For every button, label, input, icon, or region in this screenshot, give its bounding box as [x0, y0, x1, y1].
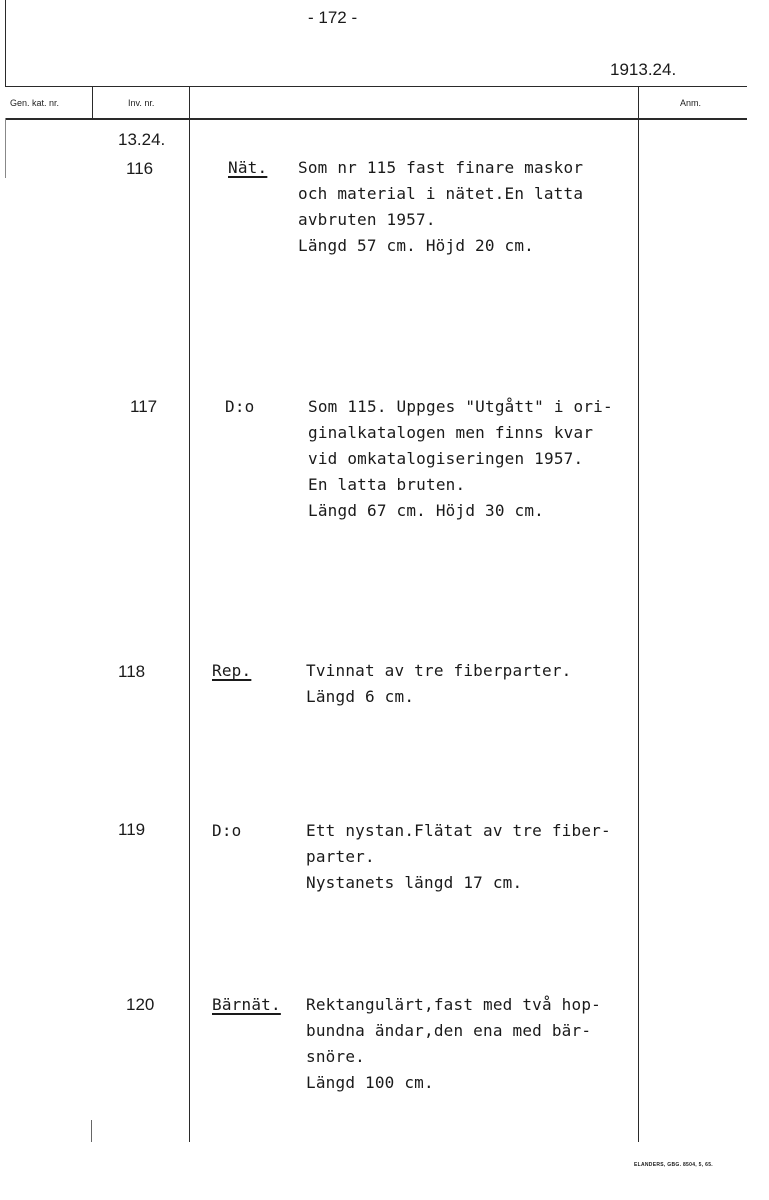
- header-bottom-rule: [5, 118, 747, 120]
- description: [308, 394, 613, 524]
- description-line: snöre.: [306, 1047, 365, 1066]
- description-line: Som nr 115 fast finare maskor: [298, 158, 584, 177]
- description-line: bundna ändar,den ena med bär-: [306, 1021, 592, 1040]
- object-type: D:o: [212, 821, 242, 840]
- description: [298, 155, 583, 259]
- group-number: 13.24.: [118, 130, 166, 149]
- description-line: Som 115. Uppges "Utgått" i ori-: [308, 397, 613, 416]
- column-header-anm: Anm.: [680, 98, 702, 108]
- description-line: parter.: [306, 847, 375, 866]
- description-line: avbruten 1957.: [298, 210, 436, 229]
- object-type: Nät.: [228, 158, 268, 177]
- description: [306, 818, 611, 896]
- description-line: Rektangulärt,fast med två hop-: [306, 995, 601, 1014]
- description-line: ginalkatalogen men finns kvar: [308, 423, 594, 442]
- inv-number: 119: [118, 820, 146, 839]
- inv-number: 118: [118, 662, 146, 681]
- description-line: Längd 100 cm.: [306, 1073, 434, 1092]
- column-divider-2: [189, 86, 190, 1142]
- description: [306, 658, 572, 710]
- column-header-inv-nr: Inv. nr.: [128, 98, 155, 108]
- description-line: Tvinnat av tre fiberparter.: [306, 661, 572, 680]
- description-line: Längd 6 cm.: [306, 687, 415, 706]
- page-number: - 172 -: [308, 8, 358, 27]
- column-divider-4: [91, 1120, 92, 1142]
- inv-number: 117: [130, 397, 158, 416]
- catalog-reference: 1913.24.: [610, 60, 677, 79]
- description-line: Ett nystan.Flätat av tre fiber-: [306, 821, 611, 840]
- description-line: Längd 57 cm. Höjd 20 cm.: [298, 236, 534, 255]
- description-line: Nystanets längd 17 cm.: [306, 873, 523, 892]
- printer-mark: ELANDERS, GBG. 8504, 5, 65.: [634, 1162, 713, 1168]
- description-line: Längd 67 cm. Höjd 30 cm.: [308, 501, 544, 520]
- header-top-rule: [5, 86, 747, 87]
- column-divider-1: [92, 86, 93, 120]
- left-border-lower: [5, 118, 6, 178]
- description-line: En latta bruten.: [308, 475, 466, 494]
- column-header-gen-kat-nr: Gen. kat. nr.: [10, 98, 60, 108]
- description-line: och material i nätet.En latta: [298, 184, 584, 203]
- object-type: Bärnät.: [212, 995, 281, 1014]
- inv-number: 120: [126, 995, 155, 1014]
- description: [306, 992, 601, 1096]
- description-line: vid omkatalogiseringen 1957.: [308, 449, 584, 468]
- left-border: [5, 0, 6, 86]
- column-divider-3: [638, 86, 639, 1142]
- inv-number: 116: [126, 159, 154, 178]
- object-type: Rep.: [212, 661, 252, 680]
- object-type: D:o: [225, 397, 255, 416]
